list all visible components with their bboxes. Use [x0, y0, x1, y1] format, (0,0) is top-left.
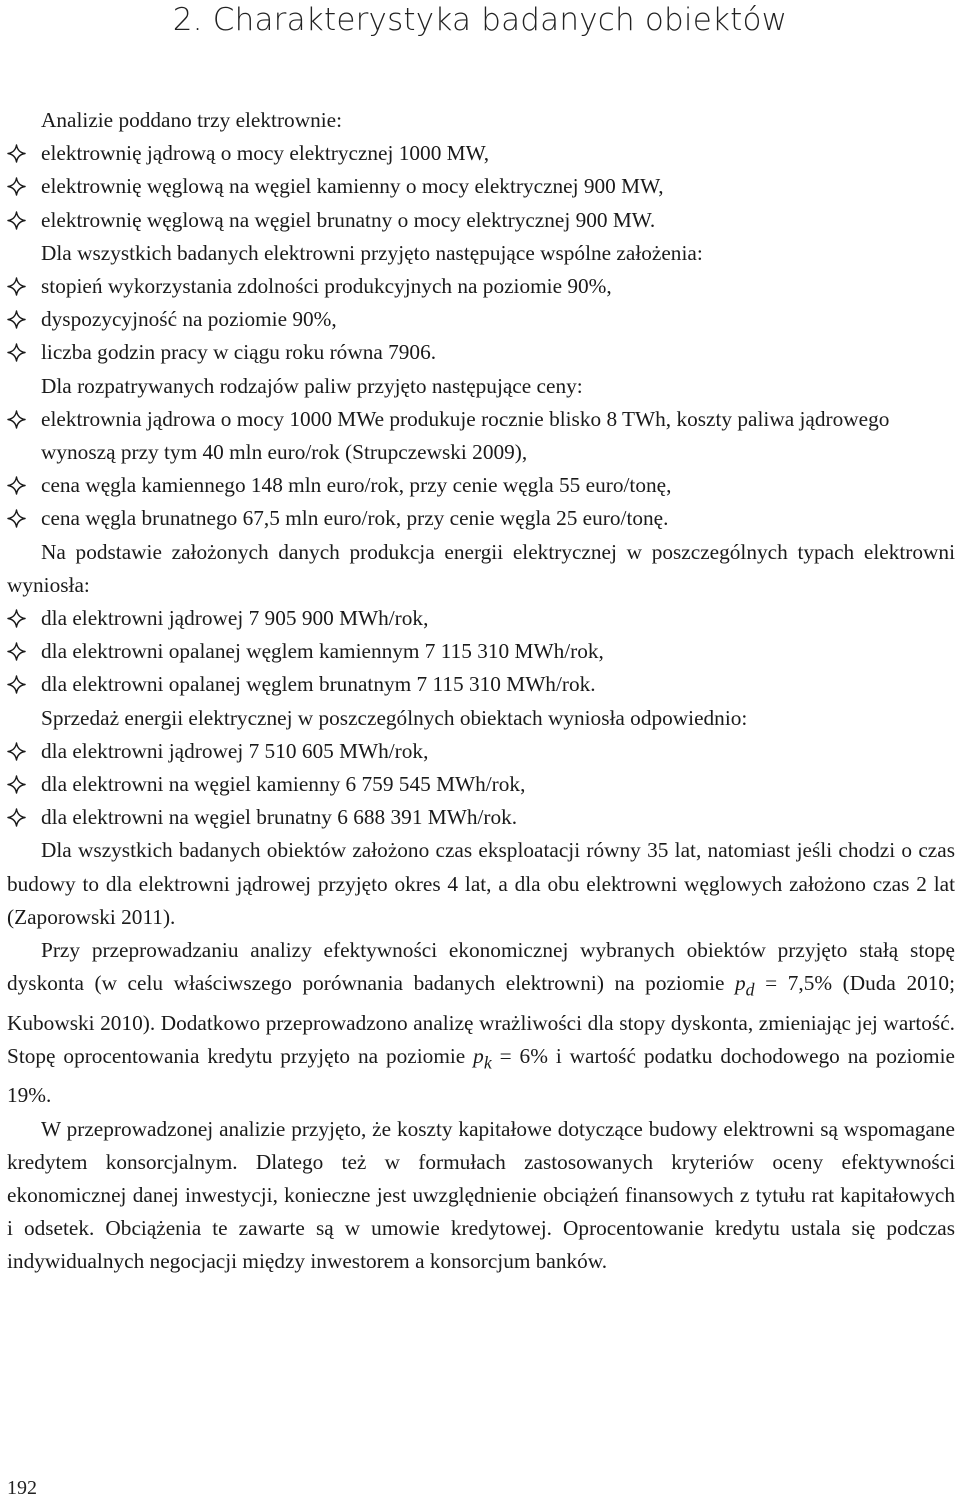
prices-list — [7, 403, 955, 536]
sales-list — [7, 735, 955, 835]
list-item-text: dla elektrowni na węgiel brunatny 6 688 391 MWh/rok. — [41, 805, 518, 830]
list-item — [7, 668, 955, 701]
list-item-text: stopień wykorzystania zdolności produkcyjnych na poziomie 90%, — [41, 274, 612, 299]
intro-paragraph: Analizie poddano trzy elektrownie: — [41, 108, 343, 132]
list-item-text: dla elektrowni na węgiel kamienny 6 759 545 MWh/rok, — [41, 772, 526, 797]
list-item — [7, 336, 955, 369]
four-point-star-outline-icon — [7, 668, 29, 701]
list-item — [7, 204, 955, 237]
assumptions-intro: Dla wszystkich badanych elektrowni przyjęto następujące wspólne założenia: — [41, 240, 703, 265]
list-item — [7, 801, 955, 834]
prices-intro: Dla rozpatrywanych rodzajów paliw przyjęto następujące ceny: — [41, 373, 583, 398]
discount-text-3: = 6% i wartość podatku dochodowego na poziomie 19%. — [7, 1043, 955, 1108]
credit-paragraph: W przeprowadzonej analizie przyjęto, że koszty kapitałowe dotyczące budowy elektrowni są wspomagane kredytem konsorcjalnym. Dlatego też w formułach zastosowanych kryteriów oceny efektywności ekonomicznej danej inwestycji, konieczne jest uwzględnienie obciążeń finansowych z tytułu rat kapitałowych i odsetek. Obciążenia te zawarte są w umowie kredytowej. Oprocentowanie kredytu ustala się podczas indywidualnych negocjacji między inwestorem a konsorcjum banków. — [7, 1116, 955, 1274]
production-intro: Na podstawie założonych danych produkcja energii elektrycznej w poszczególnych typach elektrowni wyniosła: — [7, 539, 955, 597]
discount-text-2: = 7,5% (Duda 2010; Kubowski 2010). Dodatkowo przeprowadzono analizę wrażliwości dla stopy dyskonta, zmieniając jej wartość. Stopę oprocentowania kredytu przyjęto na poziomie — [7, 971, 955, 1068]
list-item — [7, 635, 955, 668]
list-item-text: elektrownię węglową na węgiel kamienny o mocy elektrycznej 900 MW, — [41, 174, 664, 199]
four-point-star-outline-icon — [7, 403, 29, 436]
list-item — [7, 469, 955, 502]
list-item-text: dla elektrowni opalanej węglem brunatnym 7 115 310 MWh/rok. — [41, 672, 596, 697]
four-point-star-outline-icon — [7, 768, 29, 801]
four-point-star-outline-icon — [7, 502, 29, 535]
list-item-text: dla elektrowni jądrowej 7 905 900 MWh/rok, — [41, 606, 429, 631]
chapter-title: 2. Charakterystyka badanych obiektów — [172, 2, 788, 38]
list-item — [7, 602, 955, 635]
assumptions-list — [7, 270, 955, 370]
list-item-text: elektrownię węglową na węgiel brunatny o mocy elektrycznej 900 MW. — [41, 207, 656, 232]
page-number: 192 — [7, 1477, 37, 1499]
list-item — [7, 768, 955, 801]
list-item-text: liczba godzin pracy w ciągu roku równa 7906. — [41, 340, 437, 365]
list-item-text: dla elektrowni opalanej węglem kamiennym 7 115 310 MWh/rok, — [41, 639, 604, 664]
four-point-star-outline-icon — [7, 801, 29, 834]
list-item-text: elektrownia jądrowa o mocy 1000 MWe produkuje rocznie blisko 8 TWh, koszty paliwa jądrowego wynoszą przy tym 40 mln euro/rok (Strupczewski 2009), — [41, 406, 890, 465]
production-list — [7, 602, 955, 702]
list-item — [7, 303, 955, 336]
list-item-text: elektrownię jądrową o mocy elektrycznej 1000 MW, — [41, 141, 490, 166]
four-point-star-outline-icon — [7, 336, 29, 369]
discount-text-1: Przy przeprowadzaniu analizy efektywności ekonomicznej wybranych obiektów przyjęto stałą stopę dyskonta (w celu właściwszego porównania badanych elektrowni) na poziomie — [7, 938, 955, 996]
document-body — [7, 104, 955, 1279]
plants-list — [7, 137, 955, 237]
four-point-star-outline-icon — [7, 270, 29, 303]
list-item — [7, 735, 955, 768]
list-item-text: dla elektrowni jądrowej 7 510 605 MWh/rok, — [41, 738, 429, 763]
operation-paragraph: Dla wszystkich badanych obiektów założono czas eksploatacji równy 35 lat, natomiast jeśli chodzi o czas budowy to dla elektrowni jądrowej przyjęto okres 4 lat, a dla obu elektrowni węglowych założono czas 2 lat (Zaporowski 2011). — [7, 838, 955, 929]
list-item — [7, 137, 955, 170]
discount-paragraph — [7, 934, 955, 1113]
list-item — [7, 403, 955, 469]
four-point-star-outline-icon — [7, 735, 29, 768]
list-item — [7, 502, 955, 535]
sales-intro: Sprzedaż energii elektrycznej w poszczególnych obiektach wyniosła odpowiednio: — [41, 705, 748, 730]
list-item-text: dyspozycyjność na poziomie 90%, — [41, 307, 337, 332]
four-point-star-outline-icon — [7, 469, 29, 502]
pk-symbol: $p_k$ — [473, 1043, 492, 1073]
four-point-star-outline-icon — [7, 170, 29, 203]
four-point-star-outline-icon — [7, 303, 29, 336]
four-point-star-outline-icon — [7, 602, 29, 635]
four-point-star-outline-icon — [7, 204, 29, 237]
list-item-text: cena węgla brunatnego 67,5 mln euro/rok, przy cenie węgla 25 euro/tonę. — [41, 506, 669, 531]
four-point-star-outline-icon — [7, 137, 29, 170]
list-item — [7, 270, 955, 303]
pd-symbol: $p_d$ — [735, 971, 755, 1000]
list-item — [7, 170, 955, 203]
list-item-text: cena węgla kamiennego 148 mln euro/rok, przy cenie węgla 55 euro/tonę, — [41, 473, 672, 498]
four-point-star-outline-icon — [7, 635, 29, 668]
